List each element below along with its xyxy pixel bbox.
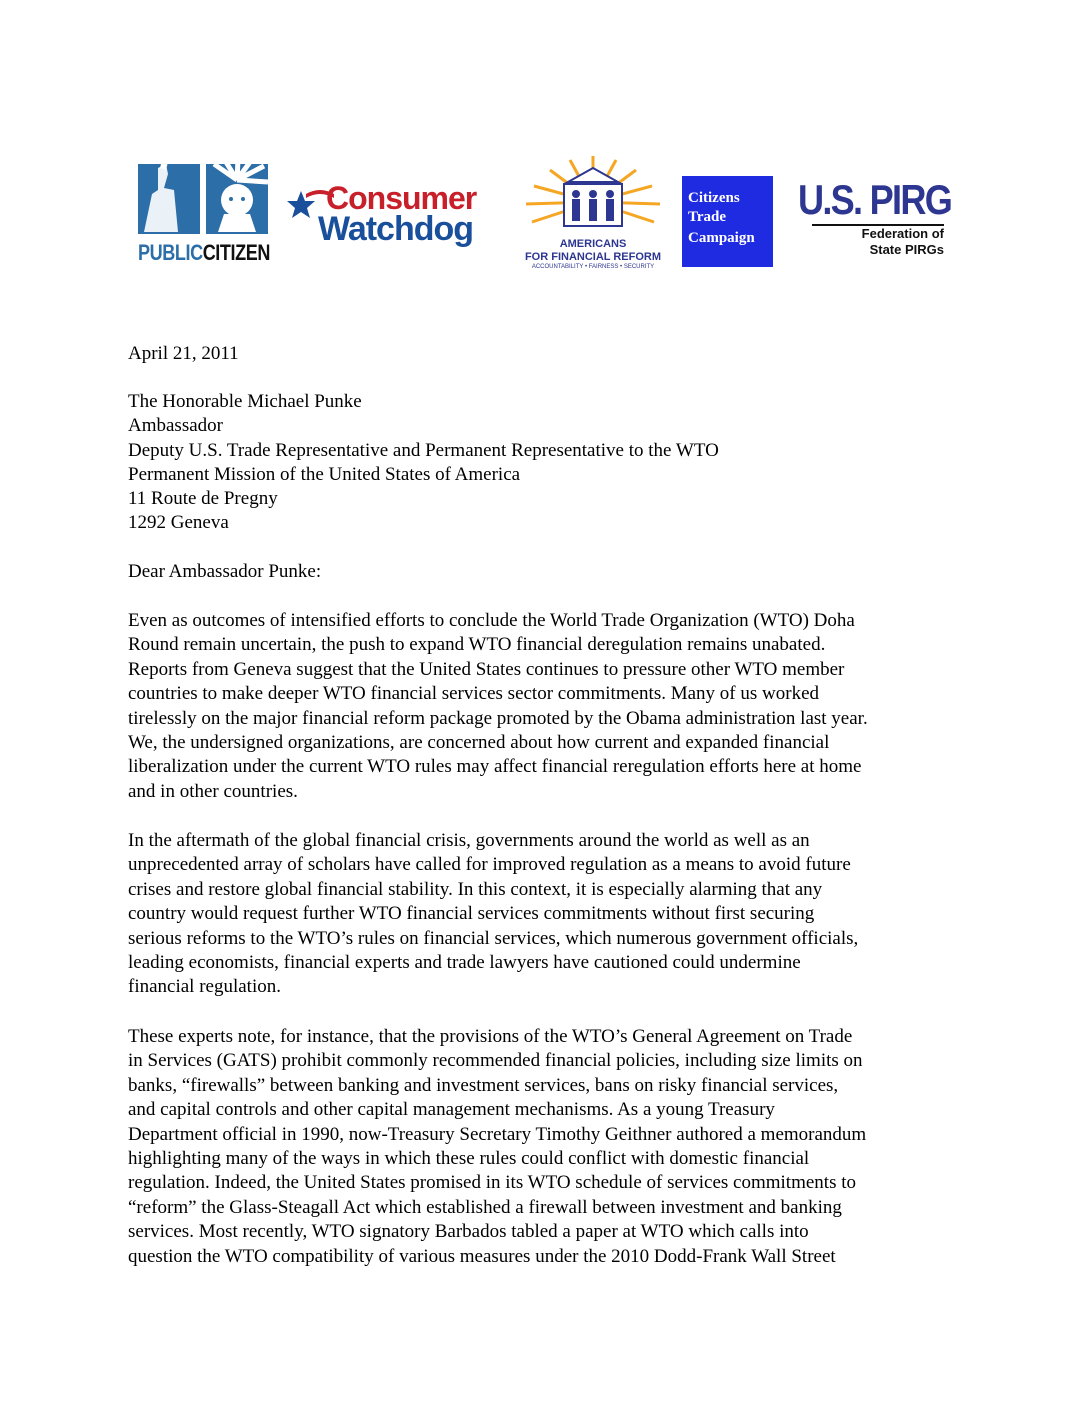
paragraph-line: tirelessly on the major financial reform package promoted by the Obama administration last year. bbox=[128, 707, 868, 729]
ctc-line1: Citizens bbox=[688, 190, 740, 206]
paragraph-line: services. Most recently, WTO signatory Barbados tabled a paper at WTO which calls into bbox=[128, 1221, 809, 1243]
paragraph-line: question the WTO compatibility of various measures under the 2010 Dodd-Frank Wall Street bbox=[128, 1245, 836, 1267]
consumer-watchdog-logo bbox=[286, 180, 500, 254]
address-line: Ambassador bbox=[128, 415, 223, 436]
paragraph-line: highlighting many of the ways in which these rules could conflict with domestic financial bbox=[128, 1148, 810, 1170]
paragraph-line: and in other countries. bbox=[128, 780, 298, 802]
statue-of-liberty-icon bbox=[138, 160, 270, 236]
paragraph-line: regulation. Indeed, the United States promised in its WTO schedule of services commitments to bbox=[128, 1172, 857, 1194]
paragraph-3 bbox=[128, 1025, 968, 1269]
paragraph-line: unprecedented array of scholars have called for improved regulation as a means to avoid future bbox=[128, 854, 851, 876]
address-line: The Honorable Michael Punke bbox=[128, 391, 362, 412]
afr-line2: FOR FINANCIAL REFORM bbox=[524, 251, 662, 263]
afr-line1: AMERICANS bbox=[559, 238, 627, 250]
paragraph-1 bbox=[128, 609, 968, 804]
paragraph-line: In the aftermath of the global financial crisis, governments around the world as well as an bbox=[128, 830, 810, 851]
paragraph-line: countries to make deeper WTO financial services sector commitments. Many of us worked bbox=[128, 683, 820, 705]
paragraph-line: crises and restore global financial stability. In this context, it is especially alarming that any bbox=[128, 878, 823, 900]
paragraph-line: liberalization under the current WTO rules may affect financial reregulation efforts here at home bbox=[128, 756, 862, 778]
address-line: 11 Route de Pregny bbox=[128, 488, 278, 509]
afr-logo bbox=[516, 154, 670, 274]
paragraph-2 bbox=[128, 829, 968, 1000]
consumer-watchdog-line1: Consumer bbox=[326, 180, 477, 216]
us-pirg-logo bbox=[798, 176, 952, 260]
paragraph-line: We, the undersigned organizations, are concerned about how current and expanded financial bbox=[128, 732, 830, 754]
paragraph-line: in Services (GATS) prohibit commonly recommended financial policies, including size limits on bbox=[128, 1050, 863, 1072]
us-pirg-sub1: Federation of bbox=[861, 226, 944, 241]
us-pirg-title: U.S. PIRG bbox=[798, 176, 952, 223]
address-line: 1292 Geneva bbox=[128, 512, 229, 533]
paragraph-line: Even as outcomes of intensified efforts to conclude the World Trade Organization (WTO) Doha bbox=[128, 610, 855, 631]
address-line: Deputy U.S. Trade Representative and Permanent Representative to the WTO bbox=[128, 440, 719, 461]
paragraph-line: “reform” the Glass-Steagall Act which established a firewall between investment and banking bbox=[128, 1196, 842, 1218]
paragraph-line: Reports from Geneva suggest that the United States continues to pressure other WTO member bbox=[128, 658, 845, 680]
citizens-trade-campaign-logo bbox=[682, 176, 773, 267]
paragraph-line: Department official in 1990, now-Treasury Secretary Timothy Geithner authored a memorandum bbox=[128, 1123, 867, 1145]
address-line: Permanent Mission of the United States of America bbox=[128, 464, 521, 485]
ctc-line2: Trade bbox=[688, 209, 727, 225]
sunburst-people-icon bbox=[516, 154, 670, 240]
paragraph-line: leading economists, financial experts and trade lawyers have cautioned could undermine bbox=[128, 952, 801, 974]
consumer-watchdog-line2: Watchdog bbox=[318, 210, 474, 248]
paragraph-line: These experts note, for instance, that the provisions of the WTO’s General Agreement on Trade bbox=[128, 1026, 853, 1047]
ctc-line3: Campaign bbox=[688, 230, 755, 246]
letter-date: April 21, 2011 bbox=[128, 343, 239, 364]
salutation: Dear Ambassador Punke: bbox=[128, 561, 322, 582]
paragraph-line: country would request further WTO financial services commitments without first securing bbox=[128, 903, 815, 925]
public-citizen-wordmark: PUBLICCITIZEN bbox=[138, 240, 270, 265]
afr-tagline: ACCOUNTABILITY • FAIRNESS • SECURITY bbox=[531, 264, 655, 270]
paragraph-line: and capital controls and other capital management mechanisms. As a young Treasury bbox=[128, 1099, 775, 1121]
paragraph-line: banks, “firewalls” between banking and investment services, bans on risky financial services, bbox=[128, 1074, 839, 1096]
us-pirg-sub2: State PIRGs bbox=[869, 242, 944, 257]
paragraph-line: Round remain uncertain, the push to expand WTO financial deregulation remains unabated. bbox=[128, 634, 826, 656]
public-citizen-logo bbox=[138, 160, 272, 264]
paragraph-line: financial regulation. bbox=[128, 976, 281, 998]
paragraph-line: serious reforms to the WTO’s rules on financial services, which numerous government officials, bbox=[128, 927, 859, 949]
